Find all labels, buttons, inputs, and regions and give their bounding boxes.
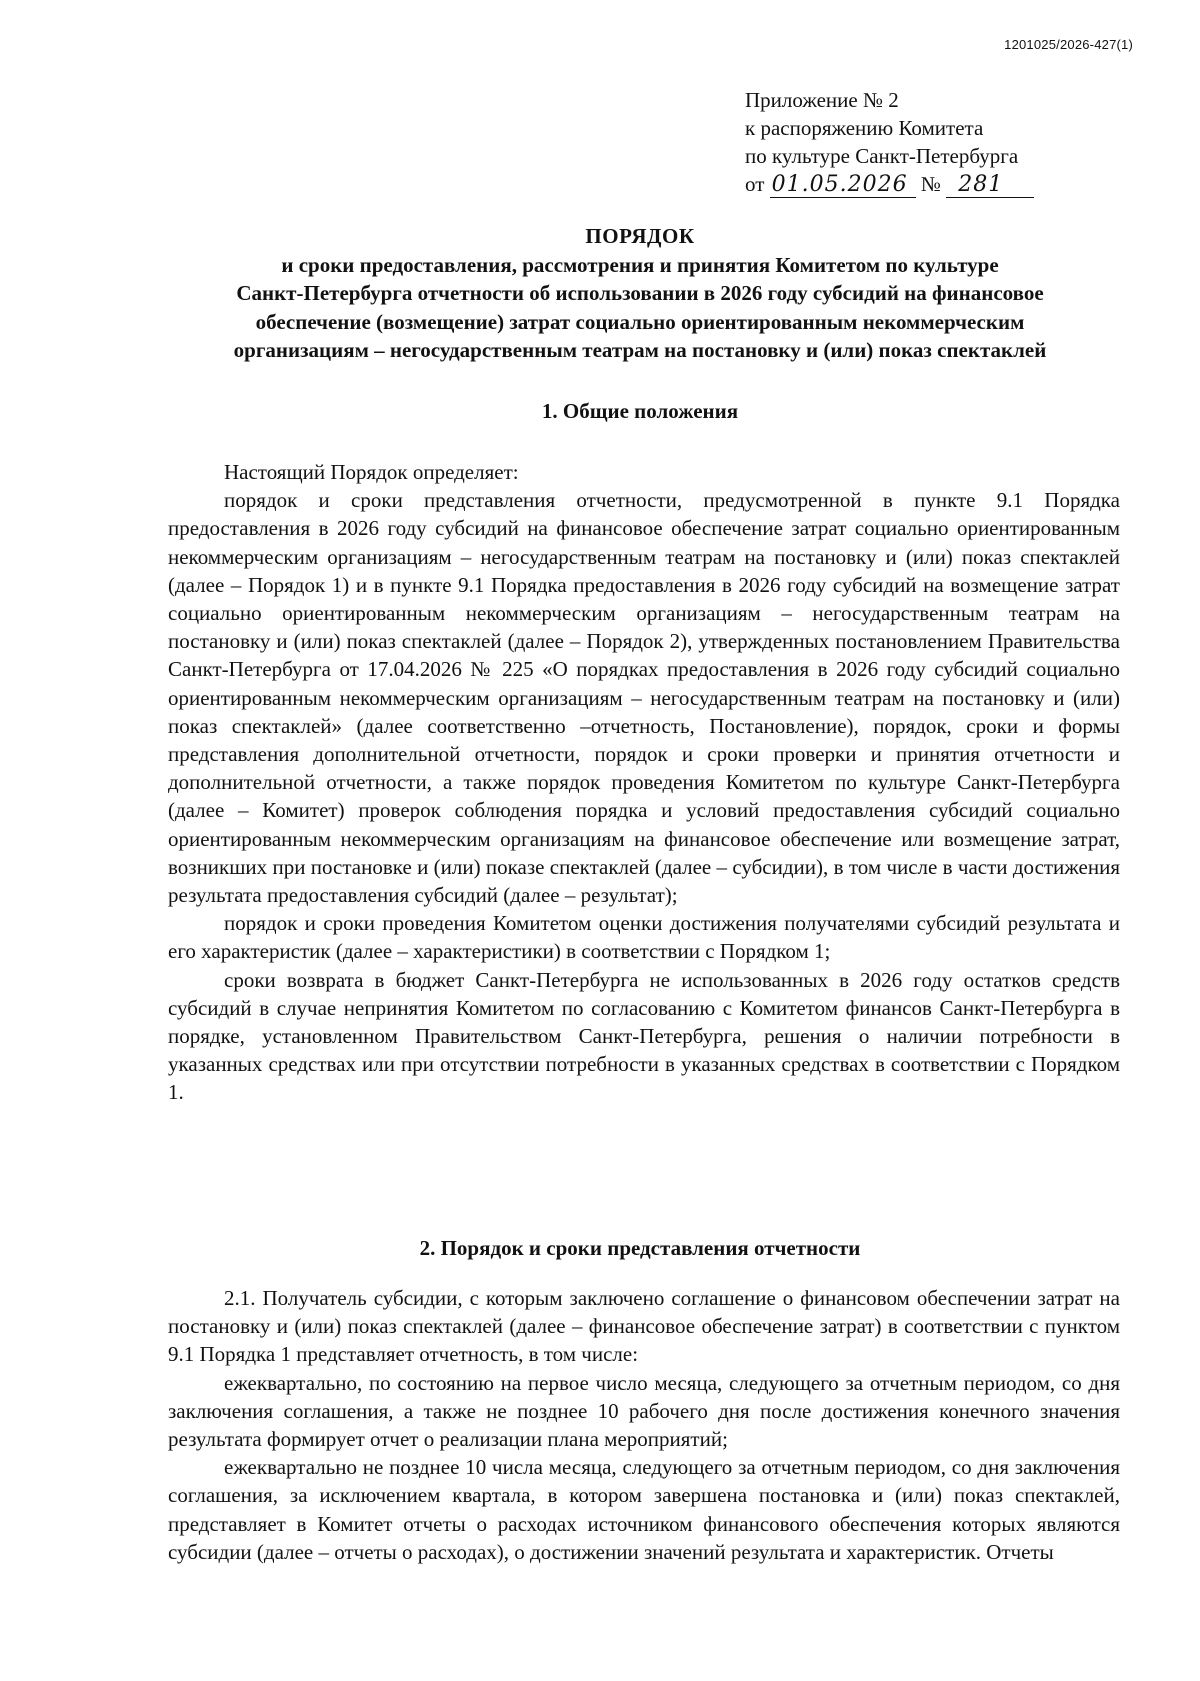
document-title xyxy=(160,222,1120,365)
handwritten-number: 281 xyxy=(946,173,1034,198)
appendix-number: Приложение № 2 xyxy=(745,88,899,112)
paragraph: 2.1. Получатель субсидии, с которым заключено соглашение о финансовом обеспечении затрат на постановку и (или) показ спектаклей (далее – финансовое обеспечение затрат) в соответствии с пунктом 9.1 Порядка 1 представляет отчетность, в том числе: xyxy=(168,1286,1120,1367)
section-2-body xyxy=(168,1284,1120,1566)
section-1-heading: 1. Общие положения xyxy=(541,399,739,423)
appendix-block xyxy=(745,86,1034,198)
paragraph: порядок и сроки проведения Комитетом оценки достижения получателями субсидий результата и его характеристик (далее – характеристики) в соответствии с Порядком 1; xyxy=(168,911,1120,964)
appendix-date-line xyxy=(745,170,1034,198)
title-line-3: обеспечение (возмещение) затрат социально ориентированным некоммерческим xyxy=(255,309,1025,334)
title-line-1: и сроки предоставления, рассмотрения и принятия Комитетом по культуре xyxy=(281,252,999,277)
title-line-2: Санкт-Петербурга отчетности об использовании в 2026 году субсидий на финансовое xyxy=(236,281,1044,305)
title-line-4: организациям – негосударственным театрам на постановку и (или) показ спектаклей xyxy=(233,338,1047,362)
date-prefix: от xyxy=(745,172,765,196)
section-1-body xyxy=(168,458,1120,1107)
section-2-heading: 2. Порядок и сроки представления отчетности xyxy=(419,1236,861,1260)
number-prefix: № xyxy=(920,172,941,196)
paragraph: ежеквартально не позднее 10 числа месяца, следующего за отчетным периодом, со дня заключения соглашения, за исключением квартала, в котором завершена постановка и (или) показ спектаклей, представляет в Комитет отчеты о расходах источником финансового обеспечения которых являются субсидии (далее – отчеты о расходах), о достижении значений результата и характеристик. Отчеты xyxy=(168,1455,1120,1564)
paragraph: порядок и сроки представления отчетности, предусмотренной в пункте 9.1 Порядка предоставления в 2026 году субсидий на финансовое обеспечение затрат социально ориентированным некоммерческим организациям – негосударственным театрам на постановку и (или) показ спектаклей (далее – Порядок 1) и в пункте 9.1 Порядка предоставления в 2026 году субсидий на возмещение затрат социально ориентированным некоммерческим организациям – негосударственным театрам на постановку и (или) показ спектаклей (далее – Порядок 2), утвержденных постановлением Правительства Санкт-Петербурга от 17.04.2026 № 225 «О порядках предоставления в 2026 году субсидий социально ориентированным некоммерческим организациям – негосударственным театрам на постановку и (или) показ спектаклей» (далее соответственно –отчетность, Постановление), порядок, сроки и формы представления дополнительной отчетности, порядок и сроки проверки и принятия отчетности и дополнительной отчетности, а также порядок проведения Комитетом по культуре Санкт-Петербурга (далее – Комитет) проверок соблюдения порядка и условий предоставления субсидий социально ориентированным некоммерческим организациям на финансовое обеспечение или возмещение затрат, возникших при постановке и (или) показе спектаклей (далее – субсидии), в том числе в части достижения результата предоставления субсидий (далее – результат); xyxy=(168,488,1120,908)
appendix-committee-line: по культуре Санкт-Петербурга xyxy=(745,144,1019,168)
appendix-order-line: к распоряжению Комитета xyxy=(745,116,984,140)
paragraph: ежеквартально, по состоянию на первое число месяца, следующего за отчетным периодом, со дня заключения соглашения, а также не позднее 10 рабочего дня после достижения конечного значения результата формирует отчет о реализации плана мероприятий; xyxy=(168,1370,1120,1452)
paragraph: сроки возврата в бюджет Санкт-Петербурга не использованных в 2026 году остатков средств субсидий в случае непринятия Комитетом по согласованию с Комитетом финансов Санкт-Петербурга в порядке, установленном Правительством Санкт-Петербурга, решения о наличии потребности в указанных средствах или при отсутствии потребности в указанных средствах в соответствии с Порядком 1. xyxy=(168,967,1120,1105)
paragraph: Настоящий Порядок определяет: xyxy=(224,460,519,484)
handwritten-date: 01.05.2026 xyxy=(770,173,916,198)
document-registration-number: 1201025/2026-427(1) xyxy=(1004,37,1133,52)
title-main: ПОРЯДОК xyxy=(585,224,695,248)
